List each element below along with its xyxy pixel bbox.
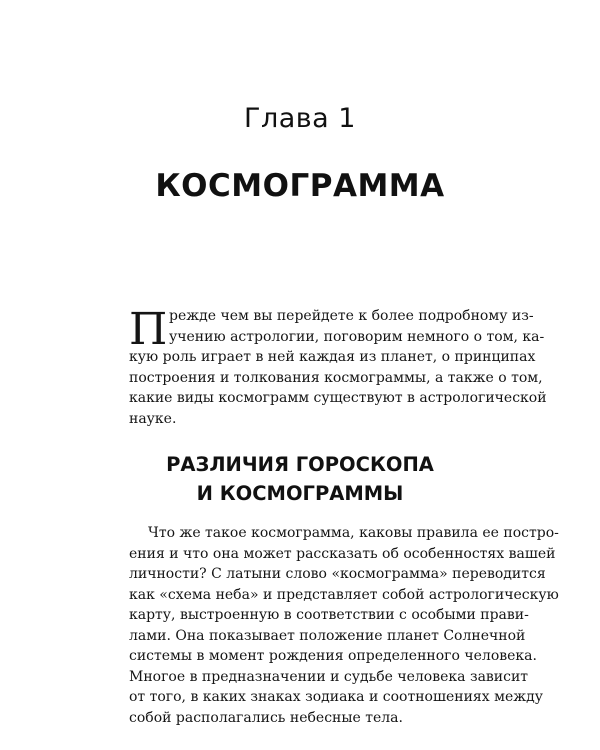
intro-line: кую роль играет в ней каждая из планет, о принципах — [129, 349, 536, 365]
intro-paragraph — [129, 304, 547, 429]
body-line: как «схема неба» и представляет собой астрологическую — [129, 586, 559, 603]
body-line: лами. Она показывает положение планет Солнечной — [129, 627, 526, 644]
section-heading-line: И КОСМОГРАММЫ — [196, 482, 404, 505]
body-line: от того, в каких знаках зодиака и соотношениях между — [129, 689, 544, 705]
intro-line: построения и толкования космограммы, а также о том, — [129, 369, 543, 386]
section-heading-line: РАЗЛИЧИЯ ГОРОСКОПА — [166, 453, 434, 476]
body-line: ения и что она может рассказать об особенностях вашей — [129, 545, 556, 562]
chapter-label: Глава 1 — [244, 103, 356, 134]
body-line: собой располагались небесные тела. — [129, 709, 403, 726]
intro-line: режде чем вы перейдете к более подробному из- — [169, 308, 534, 324]
section-heading — [0, 450, 600, 508]
body-line: системы в момент рождения определенного человека. — [129, 648, 537, 664]
intro-line: какие виды космограмм существуют в астрологической — [129, 390, 547, 406]
body-line: личности? С латыни слово «космограмма» переводится — [129, 566, 546, 582]
body-line: Что же такое космограмма, каковы правила ее постро- — [148, 525, 559, 541]
section-paragraph — [129, 523, 559, 728]
body-line: карту, выстроенную в соответствии с особыми прави- — [129, 607, 529, 623]
intro-line: науке. — [129, 410, 177, 427]
drop-cap: П — [129, 304, 168, 355]
chapter-title: КОСМОГРАММА — [155, 168, 445, 204]
body-line: Многое в предназначении и судьбе человека зависит — [129, 668, 529, 685]
intro-line: учению астрологии, поговорим немного о том, ка- — [169, 328, 545, 345]
